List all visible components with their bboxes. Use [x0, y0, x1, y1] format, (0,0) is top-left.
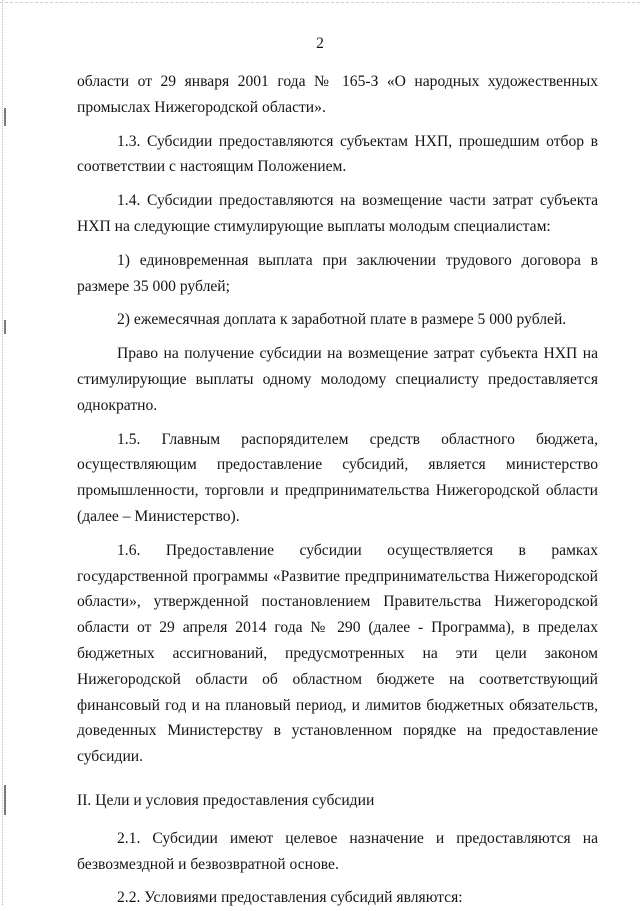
- page-number: 2: [316, 35, 324, 52]
- scan-border-left: [2, 0, 4, 905]
- paragraph: 1.3. Субсидии предоставляются субъектам НХП, прошедшим отбор в соответствии с настоящим Положением.: [77, 132, 598, 176]
- scan-border-top: [0, 2, 640, 4]
- paragraph: 2.1. Субсидии имеют целевое назначение и предоставляются на безвозмездной и безвозвратной основе.: [77, 829, 598, 873]
- paragraph: 2.2. Условиями предоставления субсидий являются:: [117, 889, 463, 907]
- list-item: 1) единовременная выплата при заключении трудового договора в размере 35 000 рублей;: [77, 251, 598, 295]
- scan-mark: [4, 785, 6, 815]
- list-item: 2) ежемесячная доплата к заработной плате в размере 5 000 рублей.: [117, 311, 567, 329]
- paragraph: 1.5. Главным распорядителем средств областного бюджета, осуществляющим предоставление субсидий, является министерство промышленности, торговли и предпринимательства Нижегородской области (далее – Министерство).: [77, 430, 598, 525]
- paragraph: области от 29 января 2001 года № 165-З «О народных художественных промыслах Нижегородской области».: [77, 73, 598, 116]
- body-text: [77, 69, 598, 911]
- paragraph: 1.6. Предоставление субсидии осуществляется в рамках государственной программы «Развитие предпринимательства Нижегородской области», утвержденной постановлением Правительства Нижегородской области от 29 апреля 2014 года № 290 (далее - Программа), в пределах бюджетных ассигнований, предусмотренных на эти цели законом Нижегородской области об областном бюджете на соответствующий финансовый год и на плановый период, и лимитов бюджетных обязательств, доведенных Министерству в установленном порядке на предоставление субсидии.: [77, 541, 598, 766]
- scan-mark: [4, 320, 6, 334]
- paragraph: Право на получение субсидии на возмещение затрат субъекта НХП на стимулирующие выплаты одному молодому специалисту предоставляется однократно.: [77, 345, 598, 414]
- section-heading: II. Цели и условия предоставления субсидии: [77, 791, 375, 809]
- scan-mark: [4, 108, 6, 126]
- paragraph: 1.4. Субсидии предоставляются на возмещение части затрат субъекта НХП на следующие стимулирующие выплаты молодым специалистам:: [77, 192, 598, 235]
